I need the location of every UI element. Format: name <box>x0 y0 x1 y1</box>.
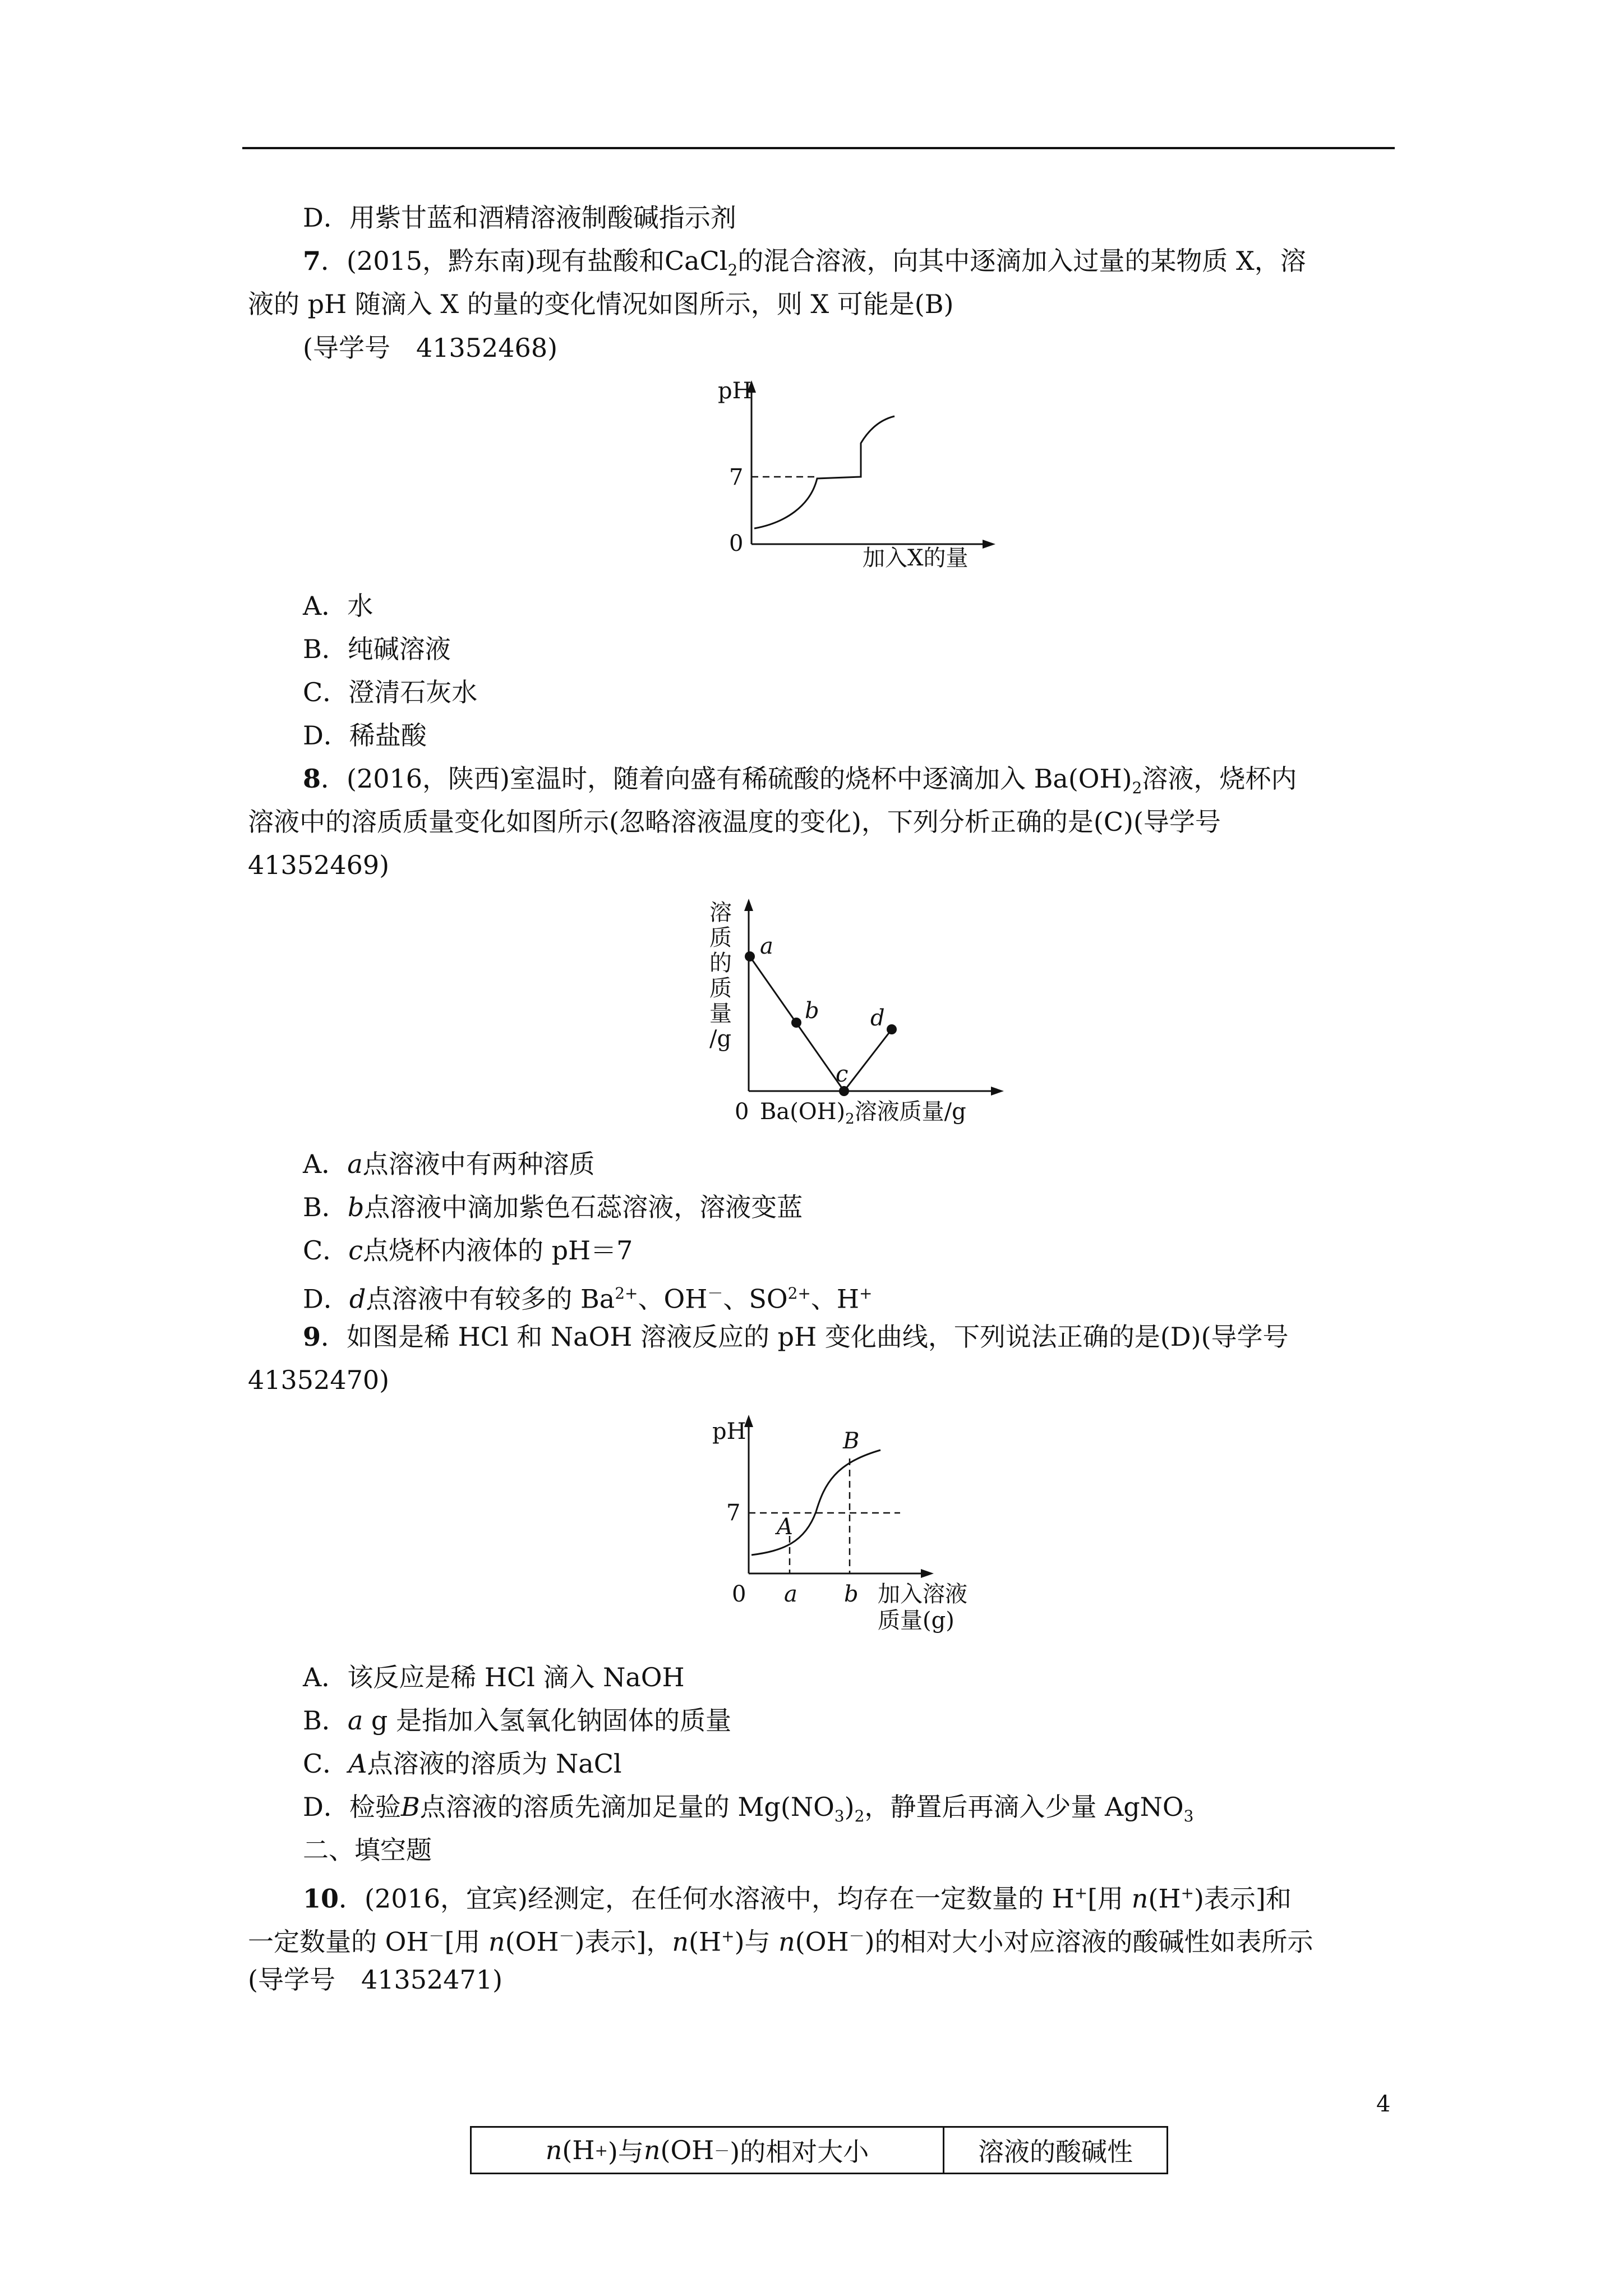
q7-x-arrow <box>983 540 995 549</box>
q8-y-arrow <box>744 899 753 911</box>
q10-table-header-relative-size: n (H + )与 n (OH － )的相对大小 <box>472 2128 944 2173</box>
q8-y-label-5: 量 <box>709 1001 732 1027</box>
q8-origin: 0 <box>735 1099 749 1125</box>
q9-x-label-1: 加入溶液 <box>878 1581 967 1607</box>
header-rule <box>242 147 1395 149</box>
q8-label-b: b <box>805 998 819 1024</box>
q7-stem-line2: 液的 pH 随滴入 X 的量的变化情况如图所示，则 X 可能是(B) <box>248 289 954 319</box>
q8-x-label: $Ba(OH)_2$溶液质量/g <box>760 1099 966 1128</box>
q8-y-label-6: /g <box>709 1026 732 1052</box>
q8-y-label-2: 质 <box>709 925 732 951</box>
q9-option-d: D．检验B点溶液的溶质先滴加足量的 $Mg(NO_3)_2$，静置后再滴入少量 AgNO$_3$ <box>303 1792 1194 1826</box>
q6-option-d: D．用紫甘蓝和酒精溶液制酸碱指示剂 <box>303 203 736 233</box>
q8-y-label-3: 的 <box>709 950 732 976</box>
q8-option-d: D．d点溶液中有较多的 $Ba^{2+}$、OH－、$SO^{2+}$、H+ <box>303 1283 873 1314</box>
q8-label-c: c <box>836 1061 849 1087</box>
q9-option-b: B．a g 是指加入氢氧化钠固体的质量 <box>303 1705 731 1736</box>
q7-option-c: C．澄清石灰水 <box>303 677 478 707</box>
q8-label-d: d <box>870 1005 885 1031</box>
q8-y-label-1: 溶 <box>709 900 732 926</box>
q10-table-header-acidity: 溶液的酸碱性 <box>978 2137 1133 2167</box>
q9-tick-7: 7 <box>726 1500 741 1526</box>
q7-ref-number: (导学号 41352468) <box>303 333 558 363</box>
q8-option-a: A．a点溶液中有两种溶质 <box>303 1149 595 1179</box>
q10-stem-line1: 10．(2016，宜宾)经测定，在任何水溶液中，均存在一定数量的 H+[用 n(H+)表示]和 <box>303 1883 1292 1914</box>
q10-stem-line2: 一定数量的 OH－[用 n(OH－)表示]，n(H+)与 n(OH－)的相对大小对应溶液的酸碱性如表所示 <box>248 1926 1313 1957</box>
q9-y-label: pH <box>712 1419 746 1444</box>
q7-option-b: B．纯碱溶液 <box>303 634 451 664</box>
q7-ph-curve <box>754 416 895 528</box>
q9-ph-curve <box>751 1450 880 1555</box>
q9-tick-a: a <box>784 1581 797 1607</box>
q8-y-label-4: 质 <box>709 976 732 1001</box>
q9-label-A: A <box>777 1514 793 1540</box>
q10-table-header-row <box>470 2126 1168 2174</box>
q9-ph-graph <box>709 1408 1012 1644</box>
page-number: 4 <box>1376 2091 1391 2117</box>
q9-stem-line2: 41352470) <box>248 1365 390 1395</box>
section-fill-blank-heading: 二、填空题 <box>303 1835 432 1865</box>
q8-stem-line2: 溶液中的溶质质量变化如图所示(忽略溶液温度的变化)，下列分析正确的是(C)(导学号 <box>248 807 1221 837</box>
q8-stem-line1: 8．(2016，陕西)室温时，随着向盛有稀硫酸的烧杯中逐滴加入 $Ba(OH)_2$溶液，烧杯内 <box>303 763 1297 798</box>
q7-ph-graph <box>718 376 1009 578</box>
q9-label-B: B <box>843 1428 860 1454</box>
q7-origin: 0 <box>729 531 744 556</box>
q7-option-a: A．水 <box>303 591 374 621</box>
q8-stem-line3: 41352469) <box>248 850 390 880</box>
q8-point-c <box>839 1086 849 1096</box>
q8-option-b: B．b点溶液中滴加紫色石蕊溶液，溶液变蓝 <box>303 1192 803 1222</box>
q9-tick-b: b <box>844 1581 859 1607</box>
q8-label-a: a <box>760 933 773 959</box>
q7-x-label: 加入X的量 <box>863 545 969 571</box>
q10-ref-number: (导学号 41352471) <box>248 1964 503 1995</box>
q8-point-b <box>791 1018 801 1028</box>
q8-solute-mass-graph <box>704 892 1018 1139</box>
q8-x-arrow <box>991 1087 1004 1096</box>
q7-y-label: pH <box>718 378 752 404</box>
q8-point-d <box>887 1024 897 1034</box>
q9-option-c: C．A点溶液的溶质为 NaCl <box>303 1749 622 1779</box>
q7-tick-7: 7 <box>729 464 744 490</box>
q7-stem-line1: 7．(2015，黔东南)现有盐酸和CaCl$_2$的混合溶液，向其中逐滴加入过量的某物质 X，溶 <box>303 246 1306 280</box>
q9-origin: 0 <box>732 1581 746 1607</box>
q9-x-label-2: 质量(g) <box>878 1608 955 1634</box>
q8-option-c: C．c点烧杯内液体的 pH＝7 <box>303 1235 633 1266</box>
q7-option-d: D．稀盐酸 <box>303 720 427 751</box>
q9-option-a: A．该反应是稀 HCl 滴入 NaOH <box>303 1662 685 1692</box>
q9-stem-line1: 9．如图是稀 HCl 和 NaOH 溶液反应的 pH 变化曲线，下列说法正确的是(D)(导学号 <box>303 1322 1289 1352</box>
q9-x-arrow <box>921 1569 934 1578</box>
q8-point-a <box>745 951 755 961</box>
